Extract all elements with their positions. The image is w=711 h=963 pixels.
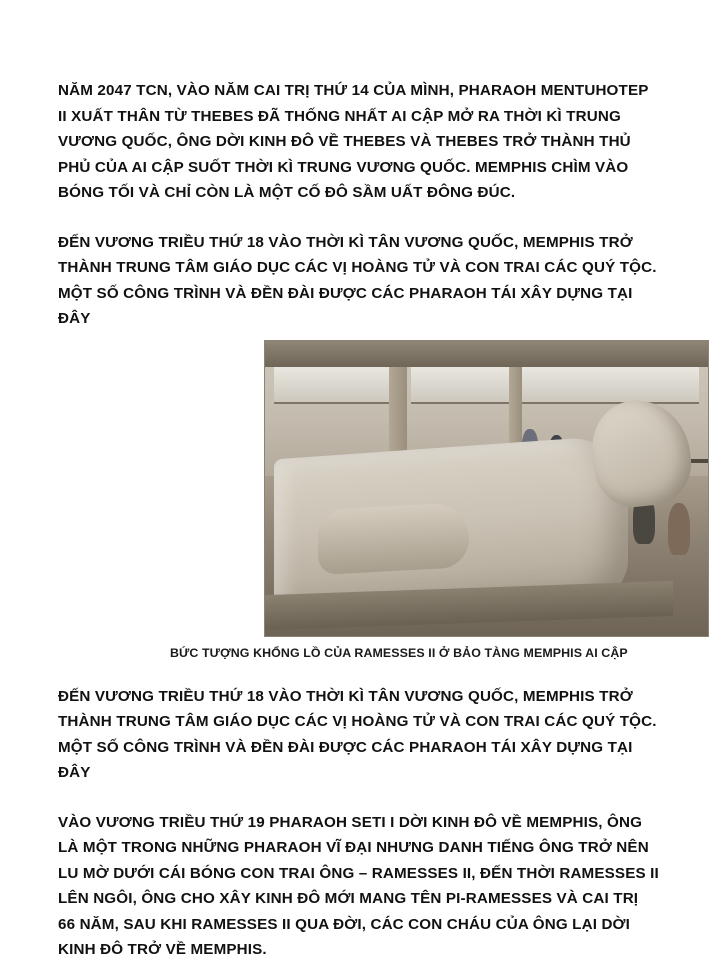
visitor — [668, 503, 690, 555]
statue-arm — [318, 502, 469, 575]
window-left — [274, 367, 389, 404]
window-center — [411, 367, 508, 404]
paragraph-4: VÀO VƯƠNG TRIỀU THỨ 19 PHARAOH SETI I DỜI KINH ĐÔ VỀ MEMPHIS, ÔNG LÀ MỘT TRONG NHỮNG PHARAOH VĨ ĐẠI NHƯNG DANH TIẾNG ÔNG TRỞ NÊN LU MỜ DƯỚI CÁI BÓNG CON TRAI ÔNG – RAMESSES II, ĐẾN THỜI RAMESSES II LÊN NGÔI, ÔNG CHO XÂY KINH ĐÔ MỚI MANG TÊN PI-RAMESSES VÀ CAI TRỊ 66 NĂM, SAU KHI RAMESSES II QUA ĐỜI, CÁC CON CHÁU CỦA ÔNG LẠI DỜI KINH ĐÔ TRỞ VỀ MEMPHIS. — [58, 813, 659, 958]
window-right — [522, 367, 699, 404]
paragraph-1: NĂM 2047 TCN, VÀO NĂM CAI TRỊ THỨ 14 CỦA MÌNH, PHARAOH MENTUHOTEP II XUẤT THÂN TỪ THEBES ĐÃ THỐNG NHẤT AI CẬP MỞ RA THỜI KÌ TRUNG VƯƠNG QUỐC, ÔNG DỜI KINH ĐÔ VỀ THEBES VÀ THEBES TRỞ THÀNH THỦ PHỦ CỦA AI CẬP SUỐT THỜI KÌ TRUNG VƯƠNG QUỐC. MEMPHIS CHÌM VÀO BÓNG TỐI VÀ CHỈ CÒN LÀ MỘT CỐ ĐÔ SẦM UẤT ĐÔNG ĐÚC. — [58, 82, 649, 201]
paragraph-2: ĐẾN VƯƠNG TRIỀU THỨ 18 VÀO THỜI KÌ TÂN VƯƠNG QUỐC, MEMPHIS TRỞ THÀNH TRUNG TÂM GIÁO DỤC CÁC VỊ HOÀNG TỬ VÀ CON TRAI CÁC QUÝ TỘC. MỘT SỐ CÔNG TRÌNH VÀ ĐỀN ĐÀI ĐƯỢC CÁC PHARAOH TÁI XÂY DỰNG TẠI ĐÂY — [58, 233, 657, 327]
ceiling-band — [265, 341, 708, 368]
figure-caption: BỨC TƯỢNG KHỔNG LỒ CỦA RAMESSES II Ở BẢO TÀNG MEMPHIS AI CẬP — [170, 645, 628, 660]
paragraph-3: ĐẾN VƯƠNG TRIỀU THỨ 18 VÀO THỜI KÌ TÂN VƯƠNG QUỐC, MEMPHIS TRỞ THÀNH TRUNG TÂM GIÁO DỤC CÁC VỊ HOÀNG TỬ VÀ CON TRAI CÁC QUÝ TỘC. MỘT SỐ CÔNG TRÌNH VÀ ĐỀN ĐÀI ĐƯỢC CÁC PHARAOH TÁI XÂY DỰNG TẠI ĐÂY — [58, 687, 657, 781]
photo-statue-ramesses-ii — [264, 340, 709, 637]
figure-statue — [58, 340, 659, 662]
pillar-left — [389, 367, 407, 456]
